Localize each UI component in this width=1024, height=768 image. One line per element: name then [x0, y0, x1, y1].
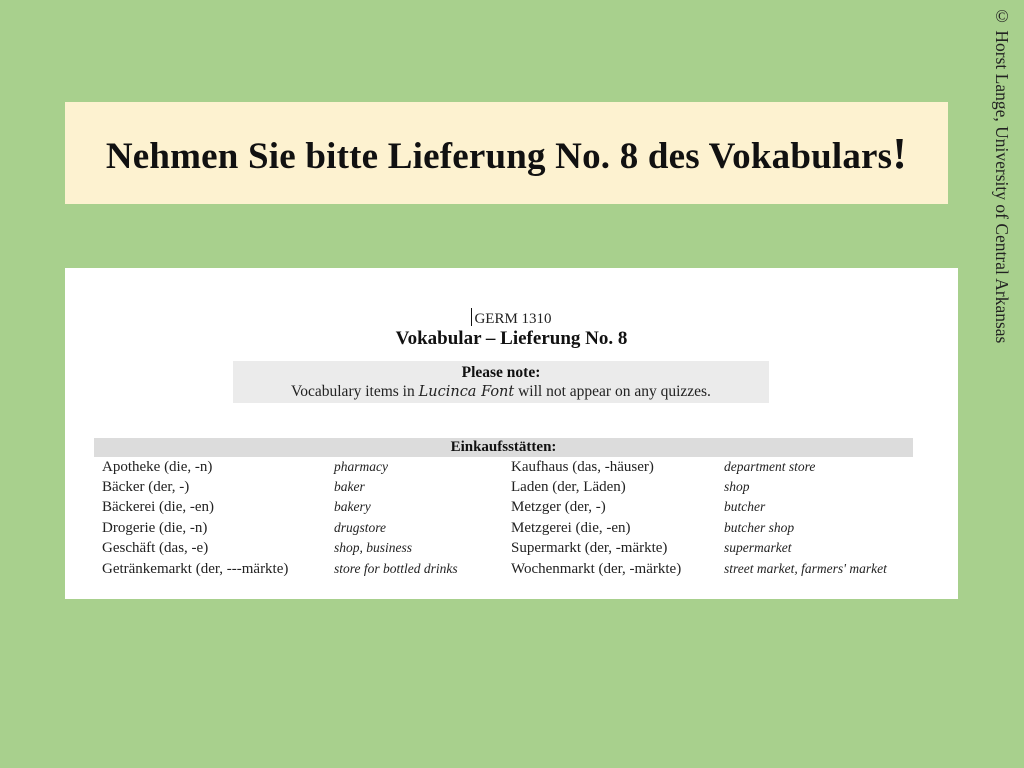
section-heading: Einkaufsstätten: [94, 438, 913, 457]
document-title: Vokabular – Lieferung No. 8 [395, 328, 628, 349]
note-box [233, 361, 769, 403]
vocab-row [102, 497, 922, 517]
vocab-row [102, 538, 922, 558]
course-code-text: GERM 1310 [474, 311, 552, 327]
german-term: Supermarkt (der, -märkte) [511, 540, 668, 556]
german-term: Getränkemarkt (der, ---märkte) [102, 561, 289, 577]
note-text-before: Vocabulary items in [291, 383, 419, 400]
vocabulary-table [102, 457, 922, 583]
german-term: Metzger (der, -) [511, 499, 606, 515]
german-term: Wochenmarkt (der, -märkte) [511, 561, 682, 577]
vocab-row [102, 559, 922, 579]
copyright-notice: © Horst Lange, University of Central Arkansas [992, 6, 1012, 344]
english-translation: baker [334, 479, 365, 494]
german-term: Bäckerei (die, -en) [102, 499, 215, 515]
english-translation: shop, business [334, 540, 413, 555]
slide-title-text: Nehmen Sie bitte Lieferung No. 8 des Vokabulars [105, 135, 893, 177]
english-translation: department store [724, 459, 816, 474]
note-text-after: will not appear on any quizzes. [514, 383, 711, 400]
vocabulary-document-image [65, 268, 958, 599]
slide-title-box [65, 102, 948, 204]
german-term: Bäcker (der, -) [102, 479, 190, 495]
slide-title-exclamation: ! [892, 128, 908, 178]
vocab-row [102, 477, 922, 497]
english-translation: drugstore [334, 520, 387, 535]
text-cursor [471, 308, 472, 326]
english-translation: bakery [334, 499, 371, 514]
english-translation: shop [724, 479, 750, 494]
note-font-name: Lucinca Font [418, 384, 515, 400]
vocab-row [102, 457, 922, 477]
german-term: Geschäft (das, -e) [102, 540, 209, 556]
german-term: Kaufhaus (das, -häuser) [511, 459, 654, 475]
english-translation: pharmacy [334, 459, 388, 474]
course-code [65, 308, 958, 328]
german-term: Apotheke (die, -n) [102, 459, 213, 475]
german-term: Metzgerei (die, -en) [511, 520, 631, 536]
english-translation: butcher [724, 499, 766, 514]
english-translation: store for bottled drinks [334, 561, 458, 576]
vocab-row [102, 518, 922, 538]
german-term: Drogerie (die, -n) [102, 520, 208, 536]
note-text [233, 383, 769, 401]
note-heading: Please note: [461, 364, 541, 381]
english-translation: street market, farmers' market [724, 561, 887, 576]
english-translation: butcher shop [724, 520, 795, 535]
slide-title [106, 128, 907, 179]
english-translation: supermarket [724, 540, 792, 555]
german-term: Laden (der, Läden) [511, 479, 626, 495]
